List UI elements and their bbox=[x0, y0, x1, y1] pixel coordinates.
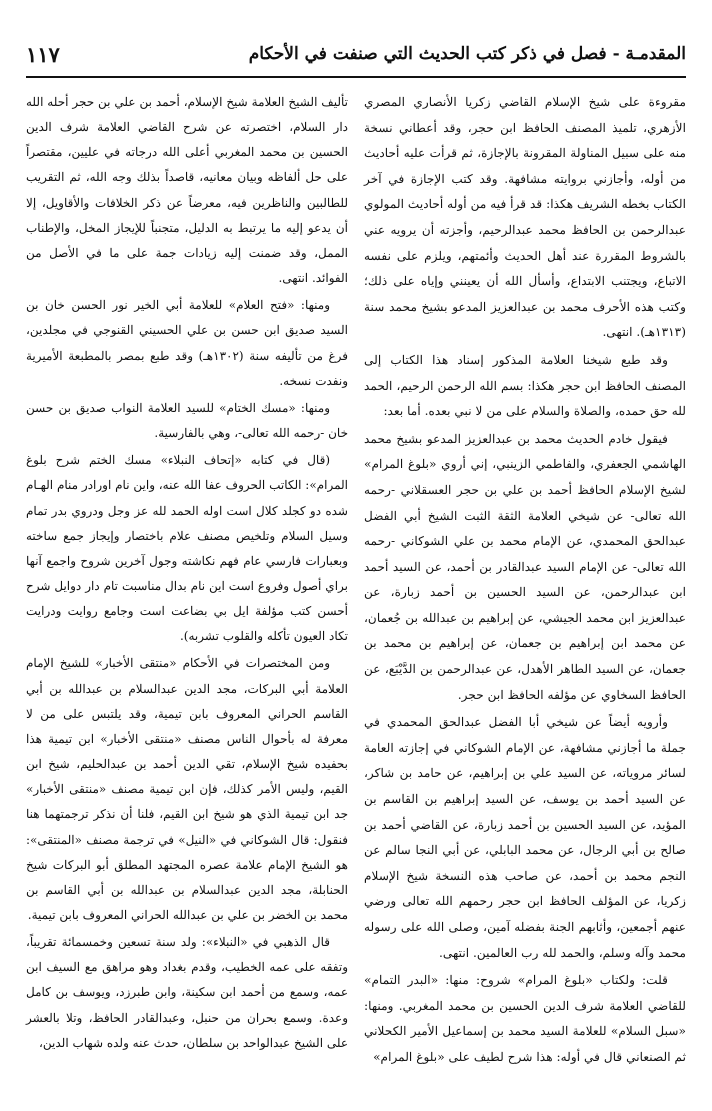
header-divider bbox=[26, 76, 686, 78]
paragraph: وقد طبع شيخنا العلامة المذكور إسناد هذا الكتاب إلى المصنف الحافظ ابن حجر هكذا: بسم الله الرحمن الرحيم، الحمد لله حق حمده، والصلاة والسلام على من لا نبي بعده. أما بعد: bbox=[364, 352, 686, 419]
paragraph: مقروءة على شيخ الإسلام القاضي زكريا الأنصاري المصري الأزهري، تلميذ المصنف الحافظ ابن حجر، وقد أعطاني نسخة منه على سبيل المناولة المقرونة بالإجازة، ثم قرأت عليه أحاديث من أوله، وأجازني بروايته مشافهة. وقد كتب الإجازة في آخر الكتاب بخطه الشريف هكذا: قد قرأ فيه من أوله أحاديث المولوي عبدالرحمن بن الحافظ محمد عبدالرحيم، وأجزته أن يرويه عني بالشروط المقررة عند أهل الحديث وأئمتهم، ويلزم على نفسه الاتباع، ويجتنب الابتداع، وأسأل الله أن يعينني وإياه على ذلك؛ وكتب هذه الأحرف محمد بن عبدالعزيز المدعو بشيخ محمد سنة (١٣١٣هـ). انتهى. bbox=[364, 95, 686, 340]
paragraph: فيقول خادم الحديث محمد بن عبدالعزيز المدعو بشيخ محمد الهاشمي الجعفري، والفاطمي الزينبي، إني أروي «بلوغ المرام» لشيخ الإسلام الحافظ أحمد بن علي بن حجر العسقلاني -رحمه الله تعالى- عن شيخي العلامة الثقة الثبت الشيخ أبي الفضل عبدالحق المحمدي، عن الإمام محمد بن علي الشوكاني -رحمه الله تعالى- عن الإمام السيد عبدالقادر بن أحمد، عن السيد أحمد ابن عبدالرحمن، عن السيد الحسين بن أحمد زبارة، عن عبدالعزيز ابن محمد الجيشي، عن إبراهيم بن عبدالله بن جُعمان، عن محمد ابن إبراهيم بن جعمان، عن إبراهيم بن محمد بن جعمان، عن السيد الطاهر الأهدل، عن عبدالرحمن بن الدَّيْبَع، عن الحافظ السخاوي عن مؤلفه الحافظ ابن حجر. bbox=[364, 431, 686, 702]
paragraph: ومن المختصرات في الأحكام «منتقى الأخبار» للشيخ الإمام العلامة أبي البركات، مجد الدين عبدالسلام بن عبدالله بن أبي القاسم الحراني المعروف بابن تيمية، وقد يلتبس على من لا معرفة له بأحوال الناس مصنف «منتقى الأخبار» ابن تيمية هذا بحفيده شيخ الإسلام، تقي الدين أحمد بن عبدالحليم، شيخ ابن القيم، وليس الأمر كذلك، فإن ابن تيمية مصنف «منتقى الأخبار» جد ابن تيمية الذي هو شيخ ابن القيم، فلنا أن نذكر ترجمتهما هنا فنقول: قال الشوكاني في «النيل» في ترجمة مصنف «المنتقى»: هو الشيخ الإمام علامة عصره المجتهد المطلق أبو البركات شيخ الحنابلة، مجد الدين عبدالسلام بن عبدالله بن أبي القاسم بن محمد بن الخضر بن علي بن عبدالله الحراني المعروف بابن تيمية. bbox=[26, 656, 348, 922]
right-column bbox=[364, 90, 686, 1071]
paragraph: قلت: ولكتاب «بلوغ المرام» شروح: منها: «البدر التمام» للقاضي العلامة شرف الدين الحسين بن محمد المغربي. ومنها: «سبل السلام» للعلامة السيد محمد بن إسماعيل الأمير الكحلاني ثم الصنعاني قال في أوله: هذا شرح لطيف على «بلوغ المرام» bbox=[364, 973, 686, 1064]
paragraph: ومنها: «مسك الختام» للسيد العلامة النواب صديق بن حسن خان -رحمه الله تعالى-، وهي بالفارسية. bbox=[26, 400, 348, 441]
running-title: المقدمـة - فصل في ذكر كتب الحديث التي صنفت في الأحكام bbox=[248, 44, 686, 64]
paragraph: تأليف الشيخ العلامة شيخ الإسلام، أحمد بن علي بن حجر أحله الله دار السلام، اختصرته عن شرح القاضي العلامة شرف الدين الحسين بن محمد المغربي أعلى الله درجاته في عليين، مقتصراً على حل ألفاظه وبيان معانيه، قاصداً بذلك وجه الله، ثم التقريب للطالبين والناظرين فيه، معرضاً عن ذكر الخلافات والأقاويل، إلا أن يدعو إليه ما يرتبط به الدليل، متجنباً للإيجاز المخل، والإطناب الممل، وقد ضمنت إليه زيادات جمة على ما في الأصل من الفوائد. انتهى. bbox=[26, 95, 348, 286]
paragraph: (قال في كتابه «إتحاف النبلاء» مسك الختم شرح بلوغ المرام»: الكاتب الحروف عفا الله عنه، واين نام اورادر منام الهـام شده دو كجلد كلال است اوله الحمد لله عز وجل ودروي بدر تمام وسيل السلام وتلخيص مصنف علام باختصار وإيجاز جمع ساخته وبعبارات فارسي عام فهم نكاشته وجول آخرين شروح واجمع آنها براي أصول وفروع است اين نام بدال مناسبت تام دار دوايل شرح أحسن كتب مؤلفة ايل بي بضاعت است وجامع روايت ودرايت تكاد العيون تأكله والقلوب تشربه). bbox=[26, 453, 348, 644]
left-column bbox=[26, 90, 348, 1056]
paragraph: قال الذهبي في «النبلاء»: ولد سنة تسعين وخمسمائة تقريباً، وتفقه على عمه الخطيب، وقدم بغداد وهو مراهق مع السيف ابن عمه، وسمع من أحمد ابن سكينة، وابن طبرزد، ويوسف بن كامل وعدة. وسمع بحران من حنبل، وعبدالقادر الحافظ، وتلا بالعشر على الشيخ عبدالواحد بن سلطان، حدث عنه ولده شهاب الدين، bbox=[26, 935, 348, 1050]
page-number: ١١٧ bbox=[26, 42, 60, 67]
page-header bbox=[26, 40, 686, 72]
paragraph: وأرويه أيضاً عن شيخي أبا الفضل عبدالحق المحمدي في جملة ما أجازني مشافهة، عن الإمام الشوكاني في إجازته العامة لسائر مروياته، عن السيد علي بن إبراهيم، عن حامد بن شاكر، عن السيد أحمد بن يوسف، عن السيد إبراهيم بن القاسم بن المؤيد، عن السيد الحسين بن أحمد زبارة، عن القاضي أحمد بن صالح بن أبي الرجال، عن محمد البابلي، عن أبي النجا سالم عن النجم محمد بن أحمد، عن صاحب هذه النسخة شيخ الإسلام زكريا، عن المؤلف الحافظ ابن حجر رحمهم الله تعالى ورضي عنهم أجمعين، وأثابهم الجنة بفضله آمين، وصلى الله على رسوله محمد وآله وسلم، والحمد لله رب العالمين. انتهى. bbox=[364, 715, 686, 960]
paragraph: ومنها: «فتح العلام» للعلامة أبي الخير نور الحسن خان بن السيد صديق ابن حسن بن علي الحسيني القنوجي في مجلدين، فرغ من تأليفه سنة (١٣٠٢هـ) وقد طبع بمصر بالمطبعة الأميرية ونفدت نسخه. bbox=[26, 298, 348, 388]
